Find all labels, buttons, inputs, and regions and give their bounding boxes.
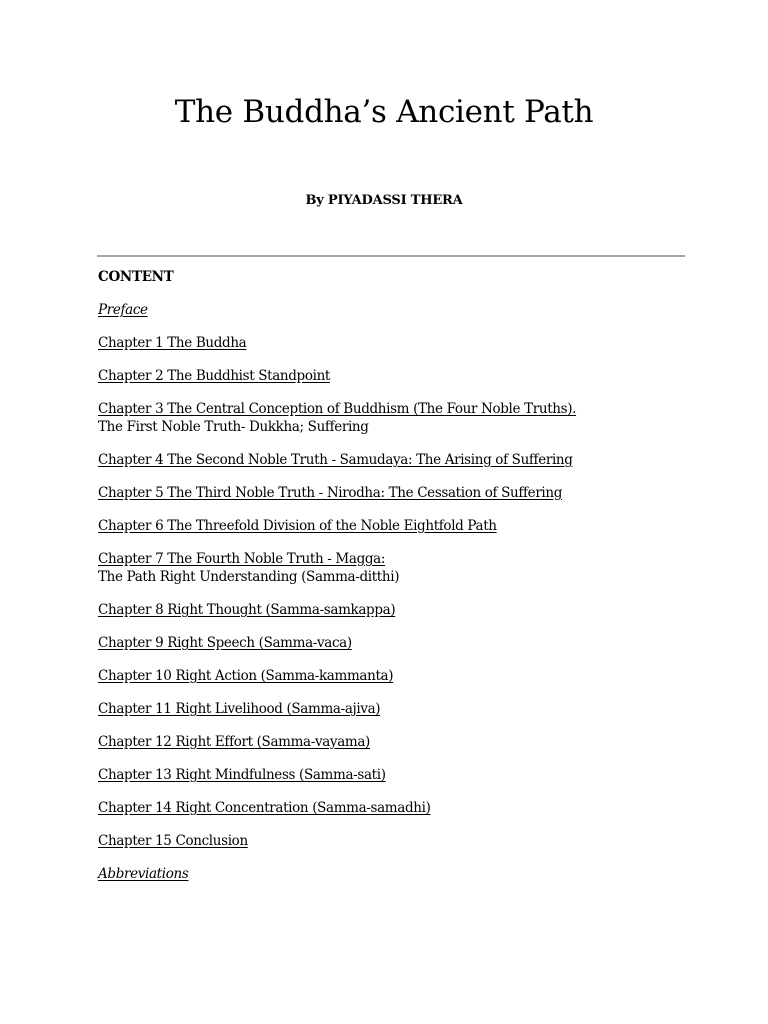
toc-heading: CONTENT <box>98 269 174 285</box>
chapter-15-link[interactable]: Chapter 15 Conclusion <box>98 833 248 849</box>
toc-entry-chapter-1 <box>98 334 698 352</box>
toc-entry-abbreviations <box>98 865 698 883</box>
chapter-5-link[interactable]: Chapter 5 The Third Noble Truth - Nirodha: The Cessation of Suffering <box>98 485 563 501</box>
toc-entry-chapter-2 <box>98 367 698 385</box>
toc-entry-chapter-13 <box>98 766 698 784</box>
chapter-7-link[interactable]: Chapter 7 The Fourth Noble Truth - Magga: <box>98 551 386 567</box>
chapter-8-link[interactable]: Chapter 8 Right Thought (Samma-samkappa) <box>98 602 396 618</box>
chapter-9-link[interactable]: Chapter 9 Right Speech (Samma-vaca) <box>98 635 352 651</box>
toc-entry-chapter-14 <box>98 799 698 817</box>
toc-entry-chapter-9 <box>98 634 698 652</box>
preface-link[interactable]: Preface <box>98 302 148 318</box>
chapter-14-link[interactable]: Chapter 14 Right Concentration (Samma-samadhi) <box>98 800 431 816</box>
toc-entry-preface <box>98 301 698 319</box>
toc-entry-chapter-11 <box>98 700 698 718</box>
chapter-7-subtitle: The Path Right Understanding (Samma-ditthi) <box>98 569 400 585</box>
chapter-2-link[interactable]: Chapter 2 The Buddhist Standpoint <box>98 368 331 384</box>
chapter-6-link[interactable]: Chapter 6 The Threefold Division of the Noble Eightfold Path <box>98 518 497 534</box>
chapter-3-subtitle: The First Noble Truth- Dukkha; Suffering <box>98 419 369 435</box>
chapter-10-link[interactable]: Chapter 10 Right Action (Samma-kammanta) <box>98 668 394 684</box>
abbreviations-link[interactable]: Abbreviations <box>98 866 189 882</box>
toc-entry-chapter-12 <box>98 733 698 751</box>
author-byline: By PIYADASSI THERA <box>305 193 463 208</box>
toc-entry-chapter-6 <box>98 517 698 535</box>
toc-entry-chapter-10 <box>98 667 698 685</box>
document-title: The Buddha’s Ancient Path <box>174 94 594 130</box>
chapter-4-link[interactable]: Chapter 4 The Second Noble Truth - Samudaya: The Arising of Suffering <box>98 452 573 468</box>
chapter-12-link[interactable]: Chapter 12 Right Effort (Samma-vayama) <box>98 734 370 750</box>
toc-entry-chapter-5 <box>98 484 698 502</box>
horizontal-rule <box>97 255 685 257</box>
chapter-3-link[interactable]: Chapter 3 The Central Conception of Buddhism (The Four Noble Truths). <box>98 401 577 417</box>
chapter-1-link[interactable]: Chapter 1 The Buddha <box>98 335 247 351</box>
table-of-contents <box>98 268 698 898</box>
toc-entry-chapter-7 <box>98 550 698 586</box>
toc-entry-chapter-8 <box>98 601 698 619</box>
chapter-11-link[interactable]: Chapter 11 Right Livelihood (Samma-ajiva) <box>98 701 381 717</box>
toc-entry-chapter-3 <box>98 400 698 436</box>
toc-entry-chapter-4 <box>98 451 698 469</box>
chapter-13-link[interactable]: Chapter 13 Right Mindfulness (Samma-sati) <box>98 767 386 783</box>
toc-entry-chapter-15 <box>98 832 698 850</box>
